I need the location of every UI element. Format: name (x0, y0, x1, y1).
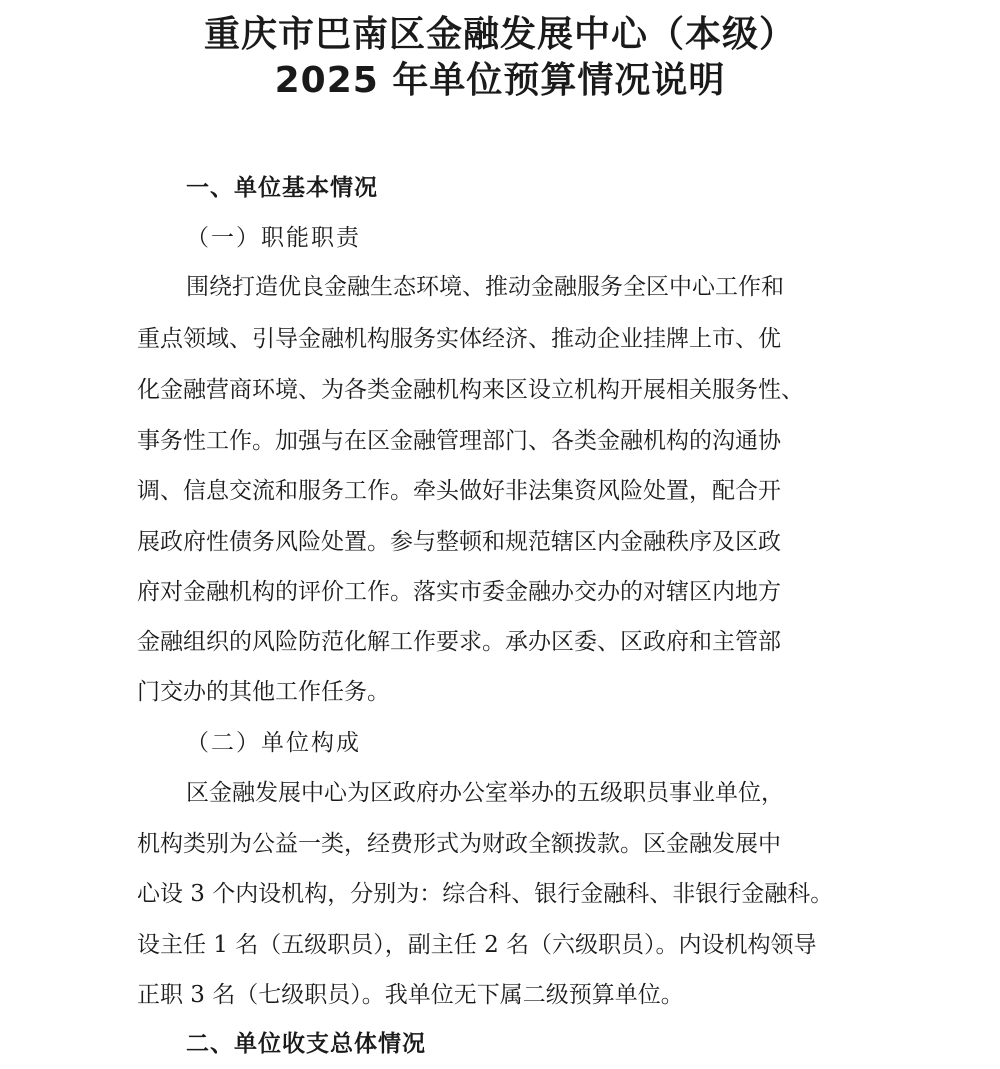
document-title-line-2: 2025 年单位预算情况说明 (274, 60, 726, 101)
paragraph-line: 重点领域、引导金融机构服务实体经济、推动企业挂牌上市、优 (137, 326, 781, 352)
subsection-heading-composition: （二）单位构成 (186, 730, 361, 756)
section-heading-basic-info: 一、单位基本情况 (186, 175, 378, 201)
paragraph-line: 正职 3 名（七级职员）。我单位无下属二级预算单位。 (137, 982, 684, 1008)
section-heading-revenue-expenditure: 二、单位收支总体情况 (186, 1031, 426, 1057)
paragraph-line: 金融组织的风险防范化解工作要求。承办区委、区政府和主管部 (137, 629, 781, 655)
paragraph-line: 门交办的其他工作任务。 (137, 679, 390, 705)
paragraph-line: 设主任 1 名（五级职员），副主任 2 名（六级职员）。内设机构领导 (137, 932, 817, 958)
paragraph-line: 化金融营商环境、为各类金融机构来区设立机构开展相关服务性、 (137, 377, 804, 403)
paragraph-line: 展政府性债务风险处置。参与整顿和规范辖区内金融秩序及区政 (137, 529, 781, 555)
subsection-heading-functions: （一）职能职责 (186, 225, 361, 251)
paragraph-line: 事务性工作。加强与在区金融管理部门、各类金融机构的沟通协 (137, 428, 781, 454)
paragraph-line: 府对金融机构的评价工作。落实市委金融办交办的对辖区内地方 (137, 579, 781, 605)
paragraph-line: 区金融发展中心为区政府办公室举办的五级职员事业单位， (186, 780, 784, 806)
paragraph-line: 围绕打造优良金融生态环境、推动金融服务全区中心工作和 (186, 274, 784, 300)
paragraph-line: 机构类别为公益一类，经费形式为财政全额拨款。区金融发展中 (137, 831, 781, 857)
paragraph-line: 调、信息交流和服务工作。牵头做好非法集资风险处置，配合开 (137, 478, 781, 504)
document-title-line-1: 重庆市巴南区金融发展中心（本级） (203, 14, 796, 55)
paragraph-line: 心设 3 个内设机构，分别为：综合科、银行金融科、非银行金融科。 (137, 881, 834, 907)
